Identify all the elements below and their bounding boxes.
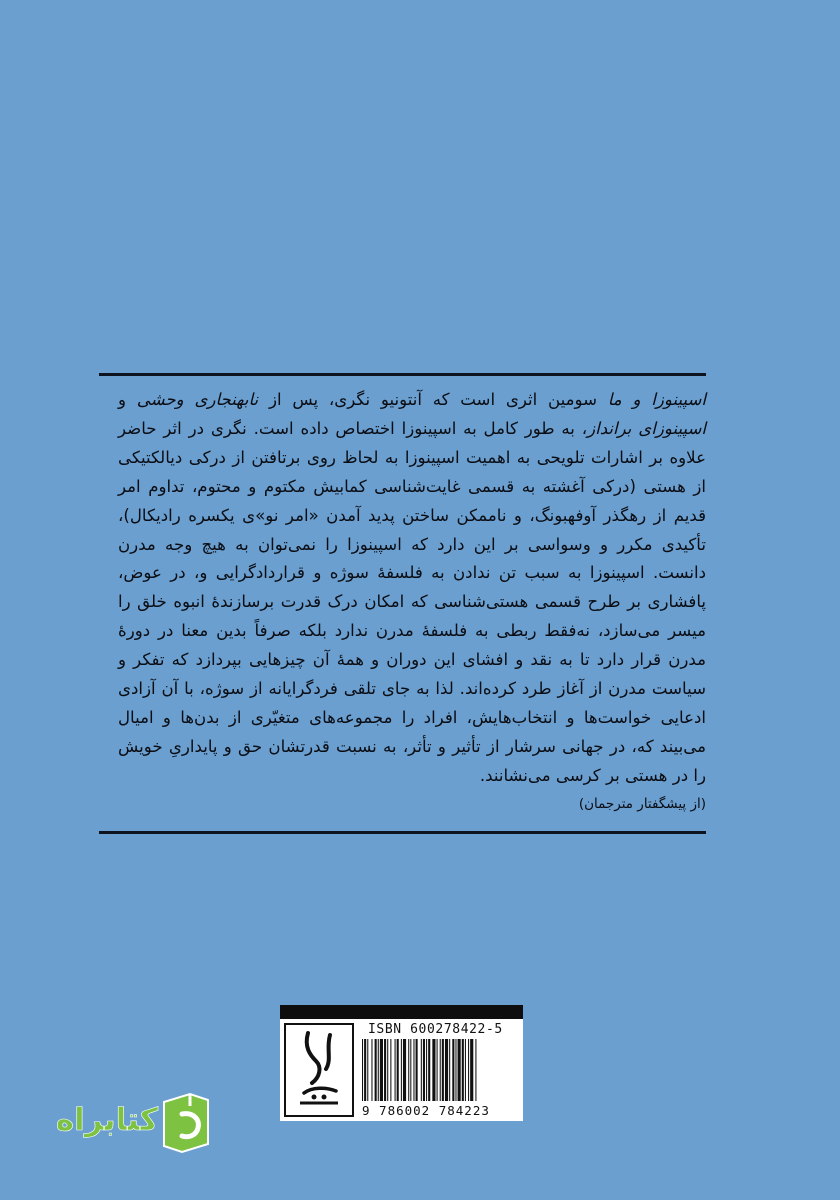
barcode-bar	[462, 1039, 464, 1101]
barcode-bar	[397, 1039, 399, 1101]
blurb-segment-3: ، به طور کامل به اسپینوزا اختصاص داده است. نگری در اثر حاضر علاوه بر اشارات تلویحی به اهمیت اسپینوزا به لحاظ روی برتافتن از درکی دیالکتیکی از هستی (درکی آغشته به قسمی غایت‌شناسی کمابیش مکتوم و محتوم، تداوم امر قدیم از رهگذر آوفهبونگ، و ناممکن ساختن پدید آمدن «امر نو»ی یکسره رادیکال)، تأکیدی مکرر و وسواسی بر این دارد که اسپینوزا را نمی‌توان به هیچ وجه مدرن دانست. اسپینوزا به سبب تن ندادن به فلسفهٔ سوژه و قراردادگرایی و، در عوض، پافشاری بر طرح قسمی هستی‌شناسی که امکان درک قدرت برسازندهٔ انبوه خلق را میسر می‌سازد، نه‌فقط ربطی به فلسفهٔ مدرن ندارد بلکه صرفاً بدین معنا در دورهٔ مدرن قرار دارد تا به نقد و افشای این دوران و همهٔ آن چیزهایی بپردازد که تفکر و سیاست مدرن از آغاز طرد کرده‌اند. لذا به جای تلقی فردگرایانه از سوژه، با آن آزادی ادعایی خواست‌ها و انتخاب‌هایش، افراد را مجموعه‌های متغیّری از بدن‌ها و امیال می‌بیند که، در جهانی سرشار از تأثیر و تأثر، به نسبت قدرتشان حق و پایداریِ خویش را در هستی بر کرسی می‌نشانند.	[118, 418, 706, 785]
barcode-bar	[371, 1039, 372, 1101]
back-cover-blurb	[118, 386, 706, 791]
barcode-bar	[378, 1039, 379, 1101]
blurb-segment-2: و	[118, 390, 137, 409]
barcode-top-band	[280, 1005, 523, 1019]
barcode-bar	[432, 1039, 435, 1101]
ketabrah-book-icon	[160, 1092, 212, 1154]
barcode-bar	[470, 1039, 473, 1101]
barcode-bar	[367, 1039, 368, 1101]
barcode-bar	[428, 1039, 430, 1101]
barcode-bar	[437, 1039, 438, 1101]
isbn-barcode-box	[280, 1005, 523, 1121]
barcode-digits: 9 786002 784223	[362, 1103, 490, 1118]
barcode-bar	[458, 1039, 461, 1101]
barcode-bar	[452, 1039, 454, 1101]
book-title-spinoza-and-us: اسپینوزا و ما	[607, 390, 706, 409]
top-divider-rule	[99, 373, 706, 376]
barcode-bar	[440, 1039, 441, 1101]
barcode-bar	[384, 1039, 386, 1101]
barcode-bar	[387, 1039, 388, 1101]
isbn-label: ISBN 600278422-5	[368, 1022, 503, 1037]
barcode-bar	[362, 1039, 363, 1101]
blurb-segment-1: سومین اثری است که آنتونیو نگری، پس از	[258, 390, 608, 409]
ketabrah-watermark	[40, 1090, 215, 1160]
barcode-bar	[445, 1039, 448, 1101]
barcode-bar	[408, 1039, 409, 1101]
barcode-bar	[380, 1039, 383, 1101]
ketabrah-logo-text: کتابراه	[55, 1102, 158, 1138]
barcode-bar	[455, 1039, 456, 1101]
bottom-divider-rule	[99, 831, 706, 834]
barcode-bar	[475, 1039, 476, 1101]
barcode-bar	[401, 1039, 402, 1101]
barcode-bar	[403, 1039, 406, 1101]
barcode-bar	[468, 1039, 469, 1101]
barcode-bar	[423, 1039, 425, 1101]
barcode-bar	[449, 1039, 450, 1101]
barcode-bar	[375, 1039, 377, 1101]
barcode-bar	[410, 1039, 411, 1101]
barcode-bar	[426, 1039, 427, 1101]
publisher-logo-icon	[286, 1025, 352, 1115]
barcode-bar	[465, 1039, 466, 1101]
book-title-savage-anomaly: نابهنجاری وحشی	[136, 390, 259, 409]
attribution-note: (از پیشگفتار مترجمان)	[578, 796, 706, 812]
publisher-logo	[284, 1023, 354, 1117]
barcode-bar	[413, 1039, 414, 1101]
book-title-subversive-spinoza: اسپینوزای برانداز	[587, 418, 706, 438]
barcode-bars	[360, 1039, 516, 1101]
barcode-bar	[416, 1039, 418, 1101]
barcode-bar	[390, 1039, 391, 1101]
barcode-bar	[395, 1039, 396, 1101]
barcode-bar	[364, 1039, 366, 1101]
barcode-bar	[442, 1039, 444, 1101]
barcode-bar	[421, 1039, 422, 1101]
